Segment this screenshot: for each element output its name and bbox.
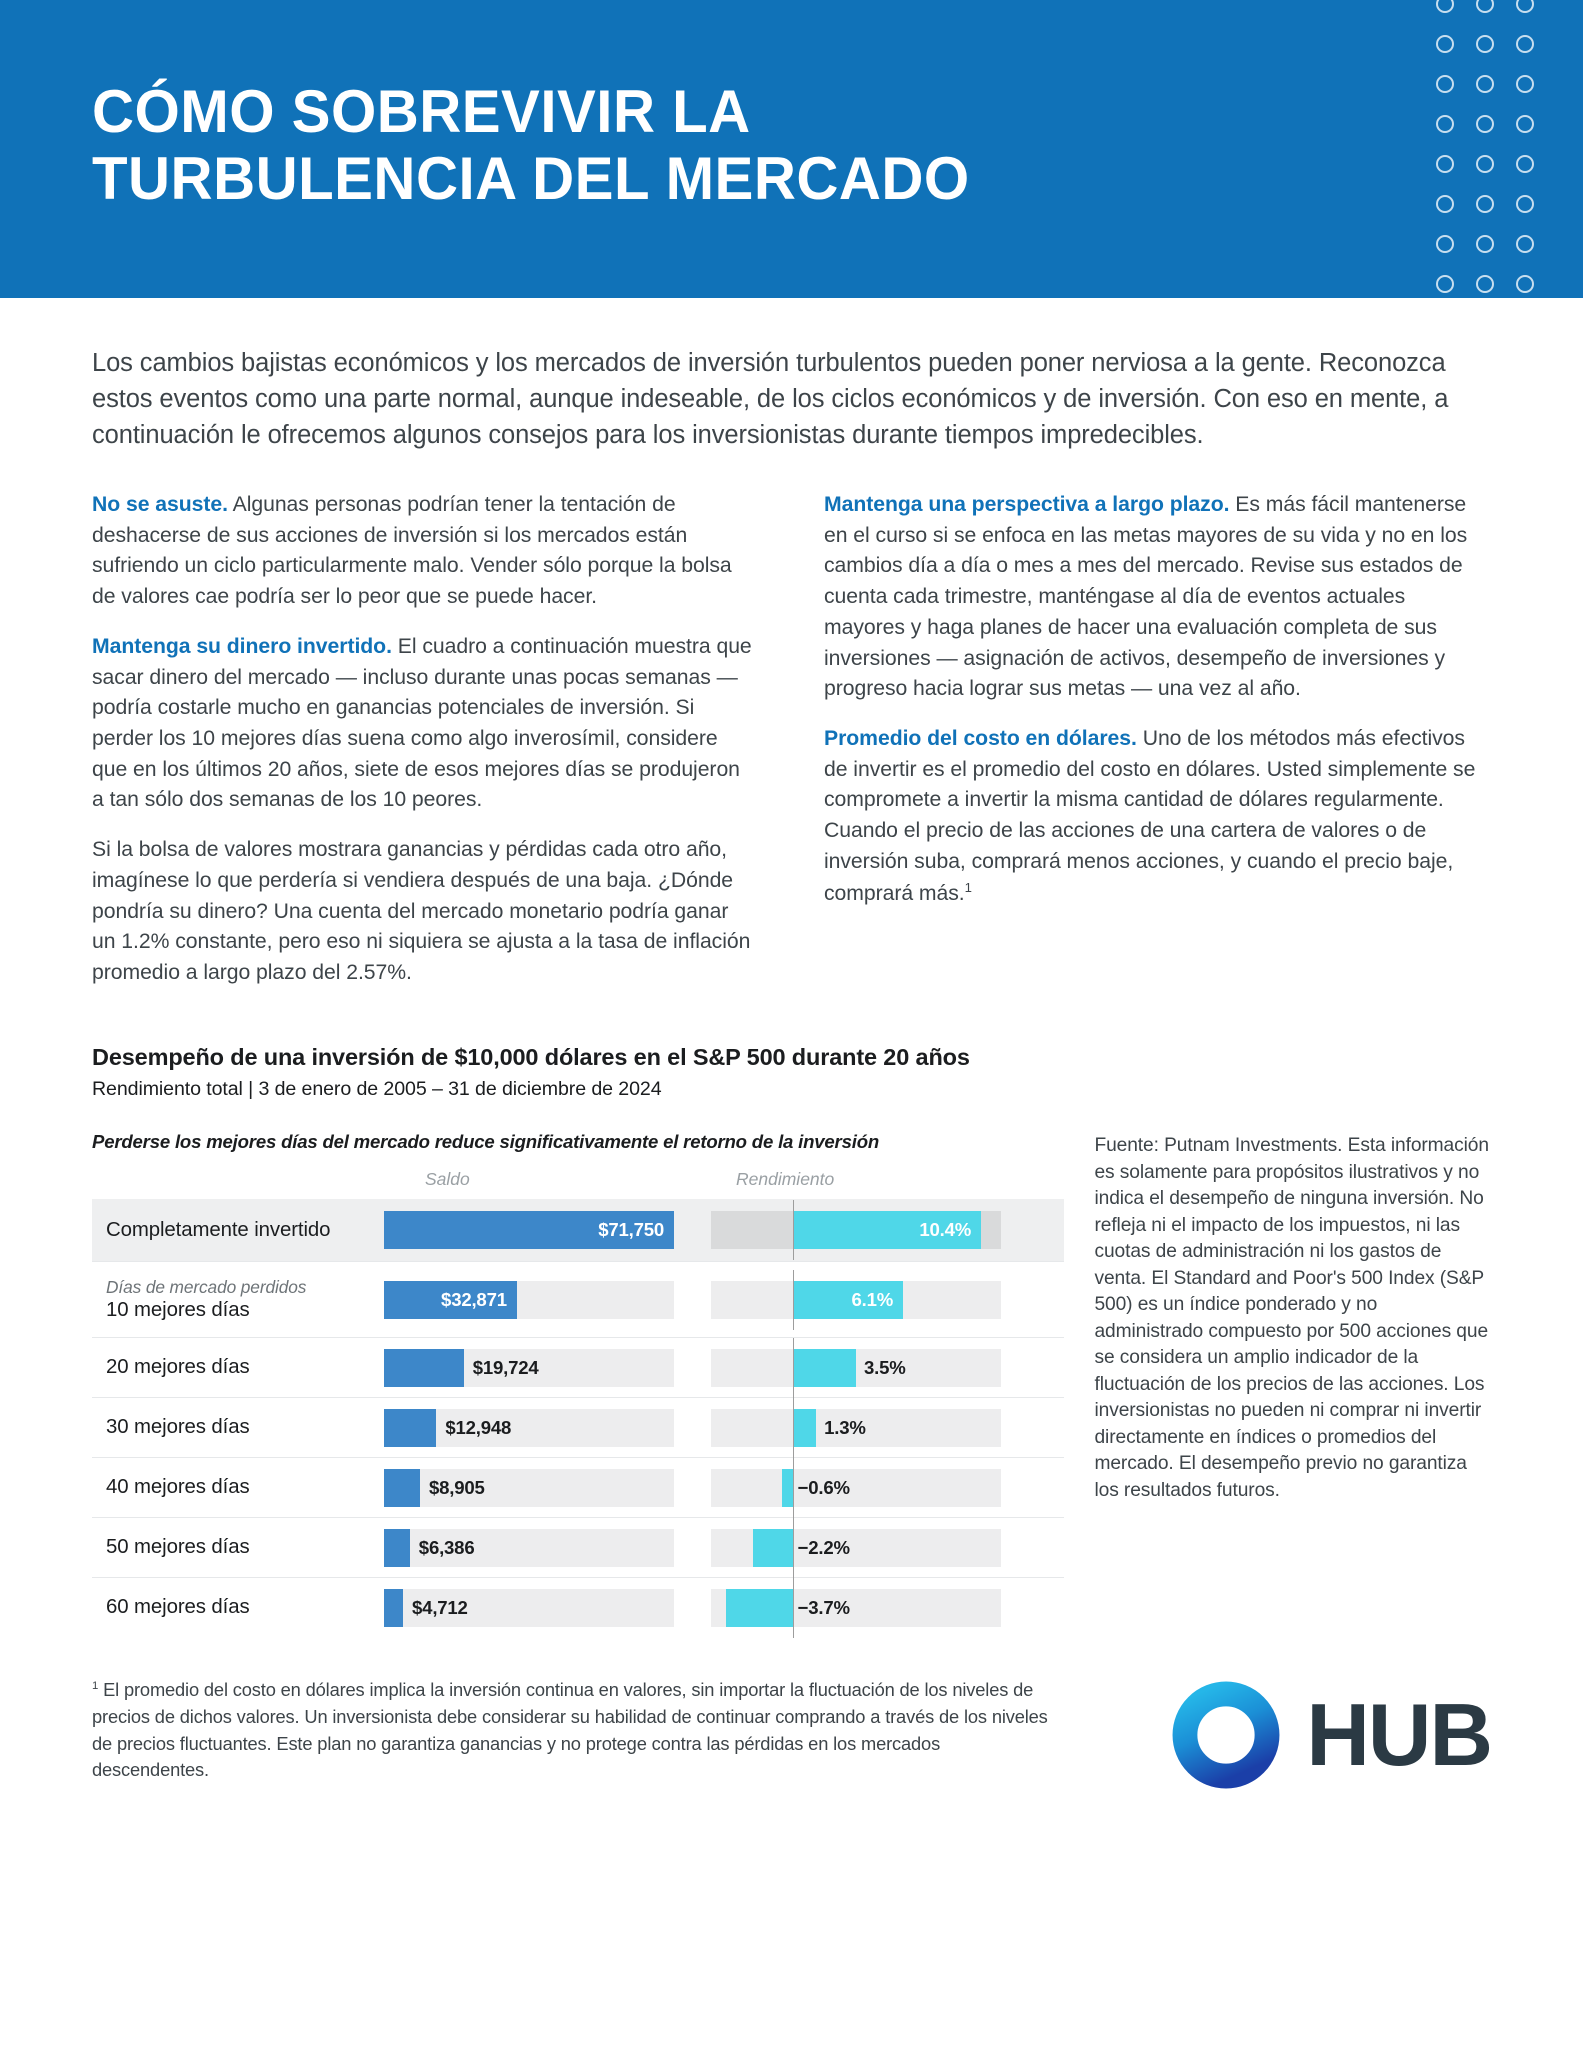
page-footer	[92, 1677, 1491, 1789]
footnote-marker-inline: 1	[964, 879, 972, 895]
left-column	[92, 490, 756, 1008]
chart-category-name: 50 mejores días	[106, 1536, 250, 1559]
chart-group-label: Días de mercado perdidos	[106, 1277, 307, 1298]
footnote-marker: 1	[92, 1680, 99, 1693]
rendimiento-bar	[782, 1469, 793, 1507]
rendimiento-bar-track	[711, 1589, 1001, 1627]
rendimiento-value-label: −0.6%	[797, 1476, 850, 1498]
rendimiento-value-label: 6.1%	[851, 1288, 894, 1310]
chart-heading-subtitle: Rendimiento total | 3 de enero de 2005 – 31 de diciembre de 2024	[92, 1078, 662, 1101]
chart-row	[92, 1517, 1064, 1577]
chart-row-label	[92, 1416, 384, 1439]
intro-paragraph: Los cambios bajistas económicos y los mercados de inversión turbulentos pueden poner nerviosa a la gente. Reconozca estos eventos como una parte normal, aunque indeseable, de los ciclos económicos y de inversión. Con eso en mente, a continuación le ofrecemos algunos consejos para los inversionistas durante tiempos impredecibles.	[92, 349, 1449, 449]
chart-row-label	[92, 1219, 384, 1242]
rendimiento-value-label: −2.2%	[797, 1536, 850, 1558]
saldo-value-label: $4,712	[412, 1596, 468, 1618]
rendimiento-bar-track	[711, 1529, 1001, 1567]
rendimiento-bar-track	[711, 1469, 1001, 1507]
body-promedio-costo: Uno de los métodos más efectivos de invertir es el promedio del costo en dólares. Usted simplemente se compromete a invertir la misma cantidad de dólares regularmente. Cuando el precio de las acciones de una cartera de valores o de inversión suba, comprará menos acciones, y cuando el precio baje, comprará más.	[824, 727, 1476, 905]
footnote	[92, 1677, 1052, 1784]
page-header	[0, 0, 1583, 298]
circle-ring-pattern-icon	[1425, 0, 1545, 298]
saldo-bar	[384, 1529, 410, 1567]
saldo-bar	[384, 1409, 436, 1447]
saldo-value-label: $6,386	[418, 1536, 475, 1558]
chart-rows	[92, 1199, 1064, 1637]
chart-caption: Perderse los mejores días del mercado reduce significativamente el retorno de la inversión	[92, 1131, 880, 1153]
chart-row	[92, 1199, 1064, 1261]
rendimiento-bar-track	[711, 1409, 1001, 1447]
rendimiento-zero-line	[793, 1458, 794, 1518]
chart-category-name: 30 mejores días	[106, 1416, 250, 1439]
chart-row	[92, 1397, 1064, 1457]
saldo-bar	[384, 1469, 420, 1507]
two-column-body	[92, 490, 1491, 1008]
rendimiento-bar-track	[711, 1211, 1001, 1249]
chart-category-name: Completamente invertido	[106, 1218, 331, 1241]
source-note: Fuente: Putnam Investments. Esta información es solamente para propósitos ilustrativos y no indica el desempeño de ninguna inversión. No refleja ni el impacto de los impuestos, ni las cuotas de administración ni los gastos de venta. El Standard and Poor's 500 Index (S&P 500) es un índice ponderado y no administrado compuesto por 500 acciones que se considera un amplio indicador de la fluctuación de los precios de las acciones. Los inversionistas no pueden ni comprar ni invertir directamente en índices o promedios del mercado. El desempeño previo no garantiza los resultados futuros.	[1094, 1135, 1489, 1501]
hub-logo	[1172, 1681, 1491, 1789]
body-perspectiva: Es más fácil mantenerse en el curso si se enfoca en las metas mayores de su vida y no en los cambios día a día o mes a mes del mercado. Revise sus estados de cuenta cada trimestre, manténgase al día de eventos actuales mayores y haga planes de hacer una evaluación completa de sus inversiones — asignación de activos, desempeño de inversiones y progreso hacia lograr sus metas — una vez al año.	[824, 492, 1468, 701]
page-content	[0, 346, 1583, 1789]
saldo-value-label: $71,750	[598, 1219, 664, 1241]
chart-row-label	[92, 1596, 384, 1619]
rendimiento-zero-line	[793, 1270, 794, 1330]
rendimiento-bar	[726, 1589, 793, 1627]
rendimiento-bar-track	[711, 1281, 1001, 1319]
paragraph-mantenga-dinero	[92, 632, 756, 816]
column-header-rendimiento: Rendimiento	[736, 1169, 835, 1190]
rendimiento-value-label: −3.7%	[797, 1596, 850, 1618]
lede-perspectiva: Mantenga una perspectiva a largo plazo.	[824, 492, 1230, 516]
chart-row	[92, 1261, 1064, 1337]
chart-row-label	[92, 1277, 384, 1322]
footnote-text: El promedio del costo en dólares implica la inversión continua en valores, sin importar la fluctuación de los niveles de precios de dichos valores. Un inversionista debe considerar su habilidad de continuar comprando a través de los niveles de precios fluctuantes. Este plan no garantiza ganancias y no protege contra las pérdidas en los mercados descendentes.	[92, 1679, 1048, 1781]
paragraph-promedio-costo	[824, 724, 1488, 909]
body-no-se-asuste: Algunas personas podrían tener la tentación de deshacerse de sus acciones de inversión si los mercados están sufriendo un ciclo particularmente malo. Vender sólo porque la bolsa de valores cae podría ser lo peor que se puede hacer.	[92, 492, 732, 609]
rendimiento-zero-line	[793, 1518, 794, 1578]
rendimiento-value-label: 3.5%	[864, 1356, 906, 1378]
chart-category-name: 60 mejores días	[106, 1596, 250, 1619]
chart-category-name: 20 mejores días	[106, 1356, 250, 1379]
saldo-bar-track	[384, 1211, 674, 1249]
chart-row-label	[92, 1536, 384, 1559]
rendimiento-bar	[793, 1409, 817, 1447]
rendimiento-bar	[793, 1349, 856, 1387]
rendimiento-value-label: 10.4%	[919, 1219, 972, 1241]
chart-row	[92, 1337, 1064, 1397]
page-title-line-1: CÓMO SOBREVIVIR LA	[92, 78, 751, 145]
chart-and-source	[92, 1131, 1491, 1637]
chart-heading-title: Desempeño de una inversión de $10,000 dólares en el S&P 500 durante 20 años	[92, 1043, 970, 1070]
rendimiento-bar	[753, 1529, 793, 1567]
saldo-value-label: $8,905	[428, 1476, 485, 1498]
rendimiento-bar-track	[711, 1349, 1001, 1387]
rendimiento-value-label: 1.3%	[824, 1416, 866, 1438]
saldo-value-label: $19,724	[472, 1356, 539, 1378]
hub-logo-text: HUB	[1306, 1685, 1491, 1785]
saldo-bar	[384, 1349, 464, 1387]
lede-no-se-asuste: No se asuste.	[92, 492, 228, 516]
body-mantenga-dinero: El cuadro a continuación muestra que sacar dinero del mercado — incluso durante unas pocas semanas — podría costarle mucho en ganancias potenciales de inversión. Si perder los 10 mejores días suena como algo inverosímil, considere que en los últimos 20 años, siete de esos mejores días se produjeron a tan sólo dos semanas de los 10 peores.	[92, 634, 752, 812]
chart-column-headers	[92, 1169, 1064, 1199]
rendimiento-zero-line	[793, 1338, 794, 1398]
saldo-bar-track	[384, 1529, 674, 1567]
chart-row-label	[92, 1476, 384, 1499]
right-column	[824, 490, 1488, 1008]
saldo-value-label: $12,948	[445, 1416, 512, 1438]
chart-category-name: 10 mejores días	[106, 1299, 250, 1322]
saldo-bar-track	[384, 1281, 674, 1319]
rendimiento-zero-line	[793, 1398, 794, 1458]
chart-row-label	[92, 1356, 384, 1379]
lede-promedio-costo: Promedio del costo en dólares.	[824, 727, 1137, 750]
rendimiento-zero-line	[793, 1578, 794, 1638]
page-title	[92, 78, 1237, 212]
column-header-saldo: Saldo	[425, 1169, 470, 1190]
paragraph-bolsa-valores: Si la bolsa de valores mostrara ganancias y pérdidas cada otro año, imagínese lo que perdería si vendiera después de una baja. ¿Dónde pondría su dinero? Una cuenta del mercado monetario podría ganar un 1.2% constante, pero eso ni siquiera se ajusta a la tasa de inflación promedio a largo plazo del 2.57%.	[92, 838, 751, 985]
page-title-line-2: TURBULENCIA DEL MERCADO	[92, 145, 970, 213]
saldo-bar-track	[384, 1349, 674, 1387]
hub-ring-logo-icon	[1172, 1681, 1280, 1789]
saldo-bar-track	[384, 1409, 674, 1447]
saldo-bar-track	[384, 1469, 674, 1507]
saldo-bar	[384, 1589, 403, 1627]
paragraph-no-se-asuste	[92, 490, 756, 613]
chart-row	[92, 1457, 1064, 1517]
chart-row	[92, 1577, 1064, 1637]
chart-area	[92, 1131, 1064, 1637]
chart-category-name: 40 mejores días	[106, 1476, 250, 1499]
chart-section	[92, 1042, 1491, 1637]
saldo-bar-track	[384, 1589, 674, 1627]
lede-mantenga-dinero: Mantenga su dinero invertido.	[92, 634, 392, 658]
paragraph-perspectiva-largo-plazo	[824, 490, 1488, 705]
saldo-value-label: $32,871	[441, 1288, 507, 1310]
rendimiento-zero-line	[793, 1200, 794, 1260]
